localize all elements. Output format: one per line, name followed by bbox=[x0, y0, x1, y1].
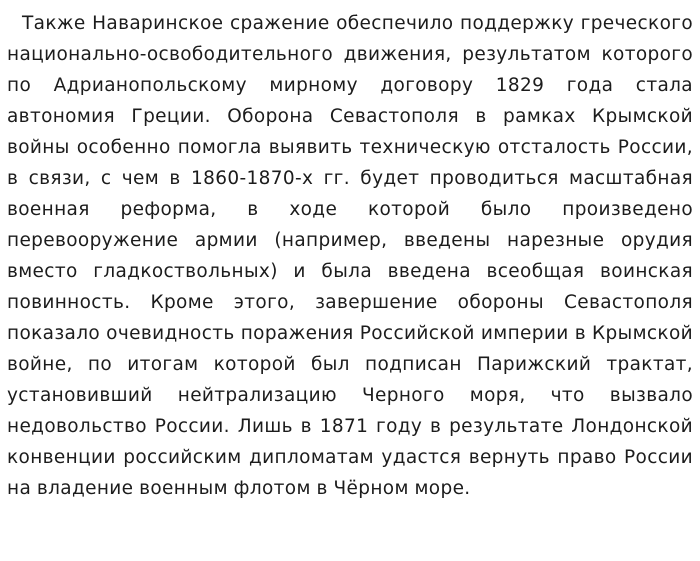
body-paragraph: Также Наваринское сражение обеспечило поддержку греческого национально-освободительного движения, результатом которого по Адрианопольскому мирному договору 1829 года стала автономия Греции. Оборона Севастополя в рамках Крымской войны особенно помогла выявить техническую отсталость России, в связи, с чем в 1860-1870-х гг. будет проводиться масштабная военная реформа, в ходе которой было произведено перевооружение армии (например, введены нарезные орудия вместо гладкоствольных) и была введена всеобщая воинская повинность. Кроме этого, завершение обороны Севастополя показало очевидность поражения Российской империи в Крымской войне, по итогам которой был подписан Парижский трактат, установивший нейтрализацию Черного моря, что вызвало недовольство России. Лишь в 1871 году в результате Лондонской конвенции российским дипломатам удастся вернуть право России на владение военным флотом в Чёрном море. bbox=[7, 13, 693, 499]
document-page bbox=[7, 8, 693, 504]
